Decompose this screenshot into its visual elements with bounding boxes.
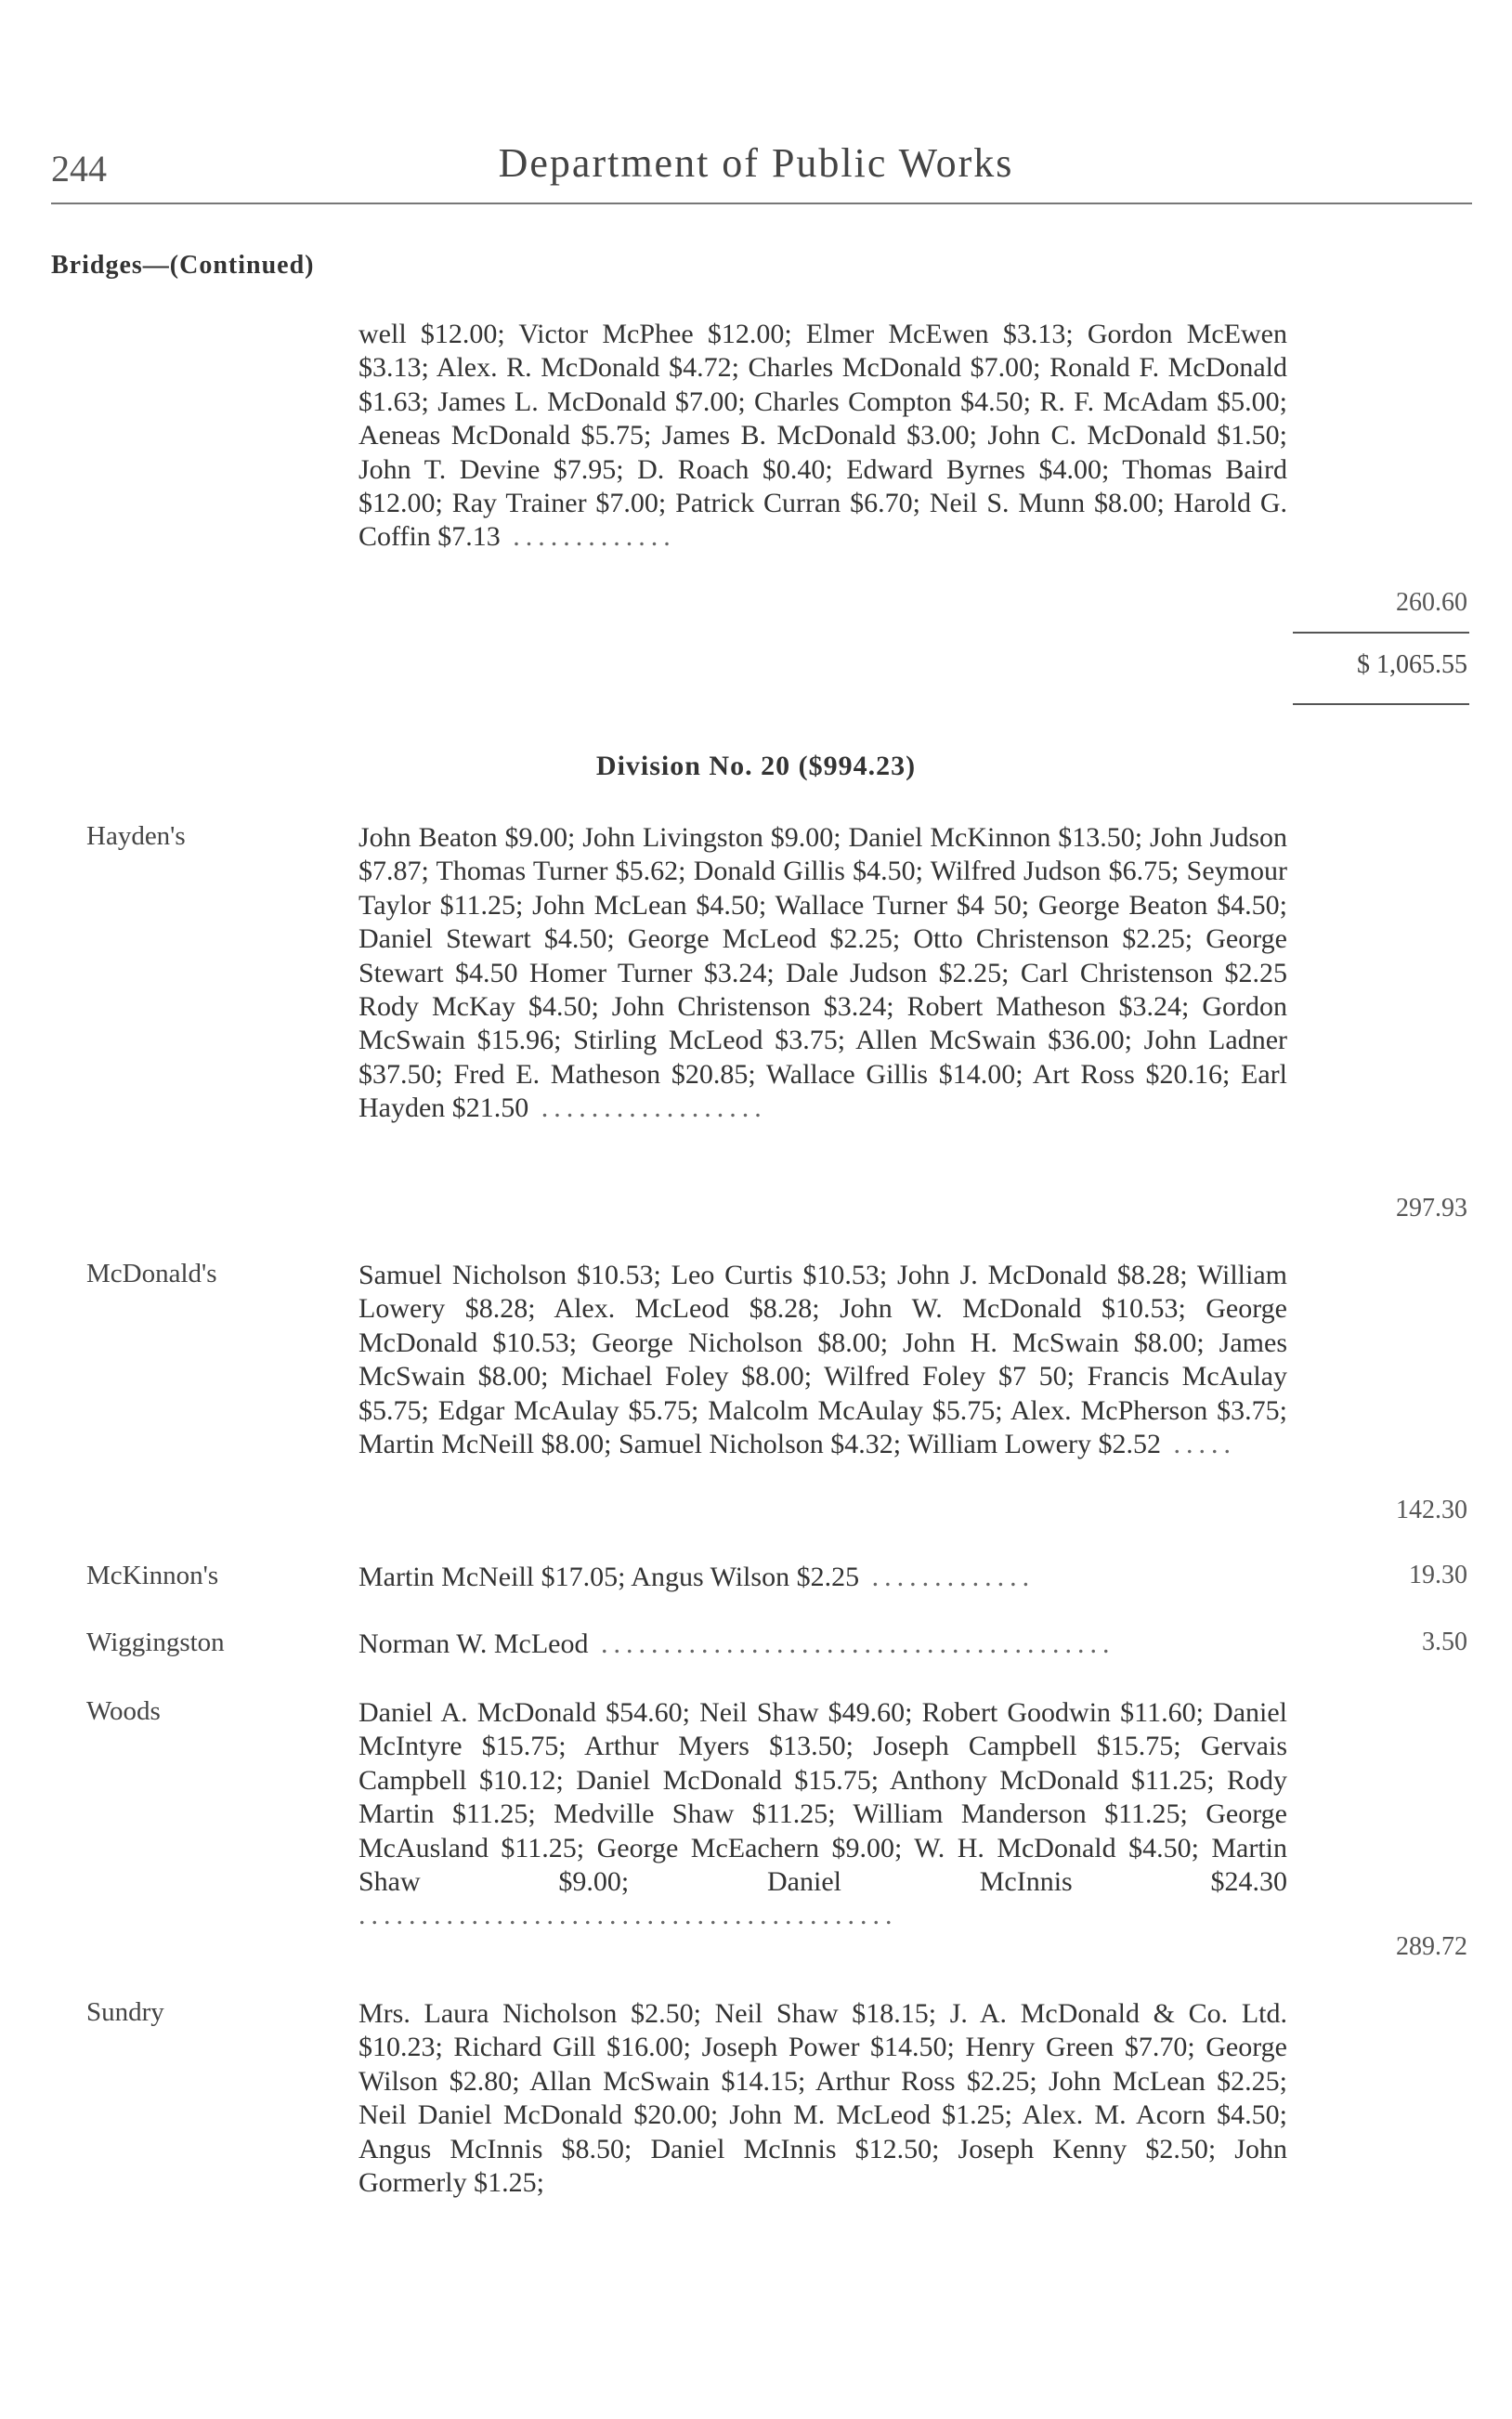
continued-entry-text: [358, 318, 1287, 555]
entry-text: John Beaton $9.00; John Livingston $9.00; Daniel McKinnon $13.50; John Judson $7.87; Thomas Turner $5.62; Donald Gillis $4.50; Wilfred Judson $6.75; Seymour Taylor $11.25; John McLean $4.50; Wallace Turner $4 50; George Beaton $4.50; Daniel Stewart $4.50; George McLeod $2.25; Otto Christenson $2.25; George Stewart $4.50 Homer Turner $3.24; Dale Judson $2.25; Carl Christenson $2.25 Rody McKay $4.50; John Christenson $3.24; Robert Matheson $3.24; Gordon McSwain $15.96; Stirling McLeod $3.75; Allen McSwain $36.00; John Ladner $37.50; Fred E. Matheson $20.85; Wallace Gillis $14.00; Art Ross $20.16; Earl Hayden $21.50: [358, 822, 1287, 1124]
leader-dots: ..................: [528, 1092, 767, 1124]
entry-amount-wiggingston: 3.50: [1422, 1628, 1467, 1656]
entry-label-sundry: Sundry: [86, 1997, 164, 2027]
leader-dots: .............: [500, 521, 676, 553]
entry-text: Samuel Nicholson $10.53; Leo Curtis $10.53; John J. McDonald $8.28; William Lowery $8.28; Alex. McLeod $8.28; John W. McDonald $10.53; George McDonald $10.53; George Nicholson $8.00; John H. McSwain $8.00; James McSwain $8.00; Michael Foley $8.00; Wilfred Foley $7 50; Francis McAulay $5.75; Edgar McAulay $5.75; Malcolm McAulay $5.75; Alex. McPherson $3.75; Martin McNeill $8.00; Samuel Nicholson $4.32; William Lowery $2.52: [358, 1260, 1287, 1460]
entry-text-woods: [358, 1696, 1287, 1933]
entry-label-mckinnons: McKinnon's: [86, 1561, 219, 1590]
entry-label-woods: Woods: [86, 1696, 161, 1726]
entry-text-haydens: [358, 821, 1287, 1126]
entry-label-wiggingston: Wiggingston: [86, 1628, 225, 1657]
entry-text-wiggingston: [358, 1628, 1287, 1661]
leader-dots: .........................................: [588, 1628, 1115, 1659]
entry-text: Martin McNeill $17.05; Angus Wilson $2.25: [358, 1562, 860, 1592]
entry-amount-woods: 289.72: [1396, 1932, 1467, 1961]
total-rule-top: [1293, 632, 1469, 634]
entry-text: well $12.00; Victor McPhee $12.00; Elmer McEwen $3.13; Gordon McEwen $3.13; Alex. R. McDonald $4.72; Charles McDonald $7.00; Ronald F. McDonald $1.63; James L. McDonald $7.00; Charles Compton $4.50; R. F. McAdam $5.00; Aeneas McDonald $5.75; James B. McDonald $3.00; John C. McDonald $1.50; John T. Devine $7.95; D. Roach $0.40; Edward Byrnes $4.00; Thomas Baird $12.00; Ray Trainer $7.00; Patrick Curran $6.70; Neil S. Munn $8.00; Harold G. Coffin $7.13: [358, 319, 1287, 553]
leader-dots: .....: [1160, 1429, 1236, 1460]
entry-text-mckinnons: [358, 1561, 1287, 1594]
entry-text: Daniel A. McDonald $54.60; Neil Shaw $49.60; Robert Goodwin $11.60; Daniel McIntyre $15.75; Arthur Myers $13.50; Joseph Campbell $15.75; Gervais Campbell $10.12; Daniel McDonald $15.75; Anthony McDonald $11.25; Rody Martin $11.25; Medville Shaw $11.25; William Manderson $11.25; George McAusland $11.25; George McEachern $9.00; W. H. McDonald $4.50; Martin Shaw $9.00; Daniel McInnis $24.30: [358, 1697, 1287, 1898]
entry-label-mcdonalds: McDonald's: [86, 1259, 217, 1288]
entry-amount-mckinnons: 19.30: [1409, 1561, 1467, 1589]
page-number: 244: [51, 148, 107, 190]
section-total: $ 1,065.55: [1357, 650, 1467, 679]
total-rule-bottom: [1293, 703, 1469, 705]
entry-amount-haydens: 297.93: [1396, 1194, 1467, 1223]
entry-label-haydens: Hayden's: [86, 821, 186, 851]
leader-dots: .............: [859, 1562, 1036, 1592]
entry-text-mcdonalds: [358, 1259, 1287, 1461]
section-heading: Bridges—(Continued): [51, 251, 315, 280]
entry-text: Norman W. McLeod: [358, 1628, 589, 1659]
entry-text: Mrs. Laura Nicholson $2.50; Neil Shaw $18.15; J. A. McDonald & Co. Ltd. $10.23; Richard Gill $16.00; Joseph Power $14.50; Henry Green $7.70; George Wilson $2.80; Allan McSwain $14.15; Arthur Ross $2.25; John McLean $2.25; Neil Daniel McDonald $20.00; John M. McLeod $1.25; Alex. M. Acorn $4.50; Angus McInnis $8.50; Daniel McInnis $12.50; Joseph Kenny $2.50; John Gormerly $1.25;: [358, 1998, 1287, 2199]
entry-amount-mcdonalds: 142.30: [1396, 1496, 1467, 1524]
header-rule: [51, 203, 1472, 204]
continued-entry-amount: 260.60: [1396, 588, 1467, 617]
running-head: Department of Public Works: [498, 140, 1014, 186]
division-heading: Division No. 20 ($994.23): [595, 751, 917, 781]
entry-text-sundry: [358, 1997, 1287, 2200]
leader-dots: ...........................................: [358, 1900, 898, 1931]
